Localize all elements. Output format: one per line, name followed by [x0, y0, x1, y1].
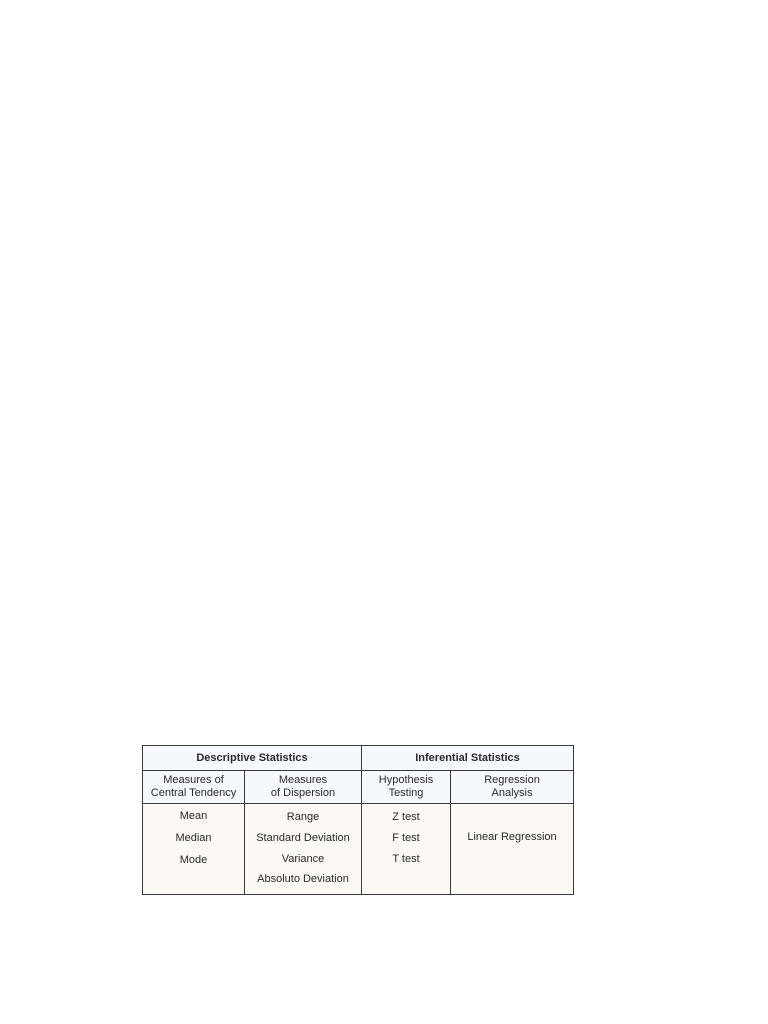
hypothesis-testing-cell: [362, 804, 451, 895]
regression-header-line2: Analysis: [491, 787, 533, 799]
list-item: T test: [392, 853, 420, 865]
list-item: Absoluto Deviation: [257, 873, 349, 885]
regression-list: [451, 830, 573, 844]
central-tendency-header: [143, 771, 245, 804]
hypothesis-list: [362, 810, 450, 873]
central-tendency-header-line2: Central Tendency: [150, 787, 237, 799]
list-item: Variance: [281, 853, 325, 865]
group-header-row: [143, 746, 574, 771]
hypothesis-testing-header: [362, 771, 451, 804]
dispersion-cell: [245, 804, 362, 895]
inferential-statistics-header: Inferential Statistics: [362, 746, 574, 771]
dispersion-list: [245, 810, 361, 893]
dispersion-header-line2: of Dispersion: [270, 787, 336, 799]
hypothesis-header-line1: Hypothesis: [378, 774, 434, 786]
list-item: Range: [286, 811, 320, 823]
central-tendency-list: [143, 809, 244, 875]
regression-analysis-header: [451, 771, 574, 804]
dispersion-header-line1: Measures: [278, 774, 328, 786]
list-item: Mode: [179, 854, 208, 866]
items-row: [143, 804, 574, 895]
regression-header-line1: Regression: [484, 774, 540, 786]
hypothesis-header-line2: Testing: [388, 787, 424, 799]
dispersion-header: [245, 771, 362, 804]
central-tendency-cell: [143, 804, 245, 895]
list-item: Median: [175, 832, 212, 844]
descriptive-statistics-header: Descriptive Statistics: [143, 746, 362, 771]
regression-analysis-cell: [451, 804, 574, 895]
statistics-table: [142, 745, 574, 895]
list-item: Standard Deviation: [256, 832, 350, 844]
central-tendency-header-line1: Measures of: [163, 774, 224, 786]
subheader-row: [143, 771, 574, 804]
list-item: Z test: [392, 811, 420, 823]
list-item: Linear Regression: [467, 831, 557, 843]
list-item: F test: [392, 832, 420, 844]
list-item: Mean: [179, 810, 208, 822]
